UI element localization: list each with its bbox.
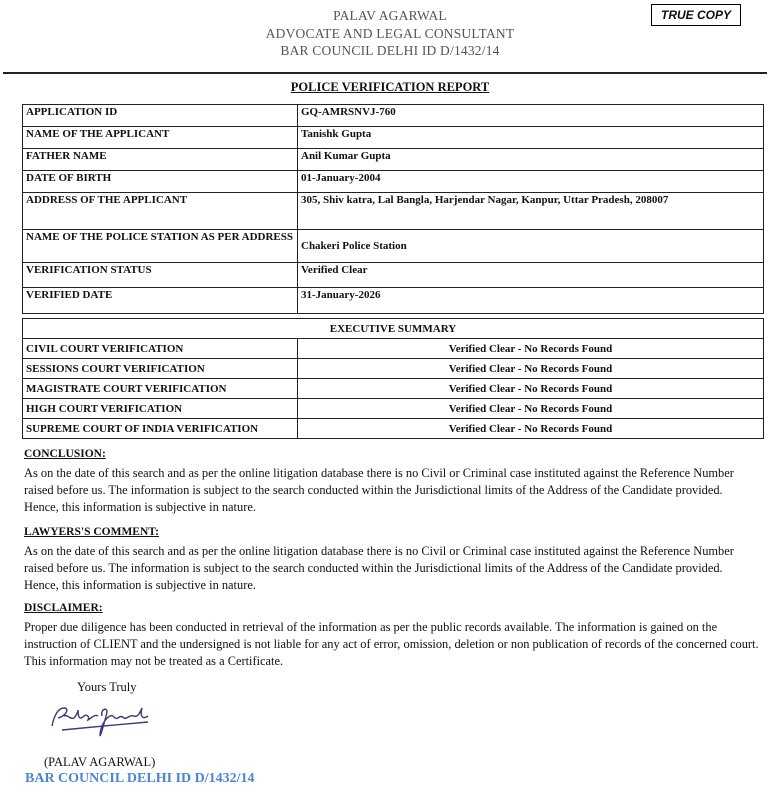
summary-value: Verified Clear - No Records Found [298, 359, 764, 379]
summary-label: HIGH COURT VERIFICATION [23, 399, 298, 419]
summary-heading: EXECUTIVE SUMMARY [23, 319, 764, 339]
info-row [23, 127, 764, 149]
summary-row [23, 339, 764, 359]
conclusion-heading: CONCLUSION: [24, 448, 106, 460]
info-row [23, 105, 764, 127]
disclaimer-section [24, 600, 759, 670]
info-label: VERIFIED DATE [23, 288, 298, 314]
summary-label: SESSIONS COURT VERIFICATION [23, 359, 298, 379]
info-row [23, 288, 764, 314]
info-row [23, 149, 764, 171]
info-value: Verified Clear [298, 263, 764, 288]
lawyers-comment-text: As on the date of this search and as per the online litigation database there is no Civil or Criminal case instituted against the Reference Number raised before us. The information is subject to the search conducted within the Jurisdictional limits of the Address of the Candidate provided. Hence, this information is subjective in nature. [24, 544, 734, 592]
summary-row [23, 419, 764, 439]
info-label: NAME OF THE POLICE STATION AS PER ADDRESS [23, 230, 298, 263]
info-row [23, 171, 764, 193]
disclaimer-text: Proper due diligence has been conducted in retrieval of the information as per the public records available. The information is gained on the instruction of CLIENT and the undersigned is not liable for any act of error, omission, deletion or non publication of records of the concerned court. This information may not be treated as a Certificate. [24, 620, 759, 668]
signatory-name: (PALAV AGARWAL) [44, 755, 156, 769]
summary-header-row [23, 319, 764, 339]
advocate-bar-id: BAR COUNCIL DELHI ID D/1432/14 [280, 43, 500, 58]
executive-summary-table [22, 318, 764, 439]
summary-value: Verified Clear - No Records Found [298, 399, 764, 419]
info-label: NAME OF THE APPLICANT [23, 127, 298, 149]
info-label: FATHER NAME [23, 149, 298, 171]
summary-value: Verified Clear - No Records Found [298, 419, 764, 439]
summary-row [23, 379, 764, 399]
signatory-bar-id: BAR COUNCIL DELHI ID D/1432/14 [25, 771, 255, 786]
signature-image [44, 702, 154, 742]
report-title: POLICE VERIFICATION REPORT [290, 80, 490, 94]
info-label: DATE OF BIRTH [23, 171, 298, 193]
header-divider [3, 72, 767, 74]
summary-row [23, 359, 764, 379]
info-value: 31-January-2026 [298, 288, 764, 314]
info-value: 01-January-2004 [298, 171, 764, 193]
salutation: Yours Truly [77, 680, 137, 694]
disclaimer-heading: DISCLAIMER: [24, 602, 103, 614]
summary-value: Verified Clear - No Records Found [298, 339, 764, 359]
conclusion-section [24, 446, 759, 516]
info-row [23, 230, 764, 263]
applicant-info-table [22, 104, 764, 314]
info-row [23, 263, 764, 288]
summary-row [23, 399, 764, 419]
info-label: APPLICATION ID [23, 105, 298, 127]
info-value: Tanishk Gupta [298, 127, 764, 149]
summary-label: MAGISTRATE COURT VERIFICATION [23, 379, 298, 399]
info-value: Anil Kumar Gupta [298, 149, 764, 171]
lawyers-comment-section [24, 524, 759, 594]
info-row [23, 193, 764, 230]
summary-label: SUPREME COURT OF INDIA VERIFICATION [23, 419, 298, 439]
lawyers-comment-heading: LAWYERS'S COMMENT: [24, 526, 159, 538]
info-label: ADDRESS OF THE APPLICANT [23, 193, 298, 230]
summary-value: Verified Clear - No Records Found [298, 379, 764, 399]
summary-label: CIVIL COURT VERIFICATION [23, 339, 298, 359]
true-copy-stamp: TRUE COPY [651, 4, 741, 26]
info-value: GQ-AMRSNVJ-760 [298, 105, 764, 127]
advocate-role: ADVOCATE AND LEGAL CONSULTANT [265, 26, 515, 41]
info-label: VERIFICATION STATUS [23, 263, 298, 288]
info-value: Chakeri Police Station [298, 230, 764, 263]
advocate-name: PALAV AGARWAL [333, 8, 447, 23]
conclusion-text: As on the date of this search and as per the online litigation database there is no Civil or Criminal case instituted against the Reference Number raised before us. The information is subject to the search conducted within the Jurisdictional limits of the Address of the Candidate provided. Hence, this information is subjective in nature. [24, 466, 734, 514]
info-value: 305, Shiv katra, Lal Bangla, Harjendar Nagar, Kanpur, Uttar Pradesh, 208007 [298, 193, 764, 230]
